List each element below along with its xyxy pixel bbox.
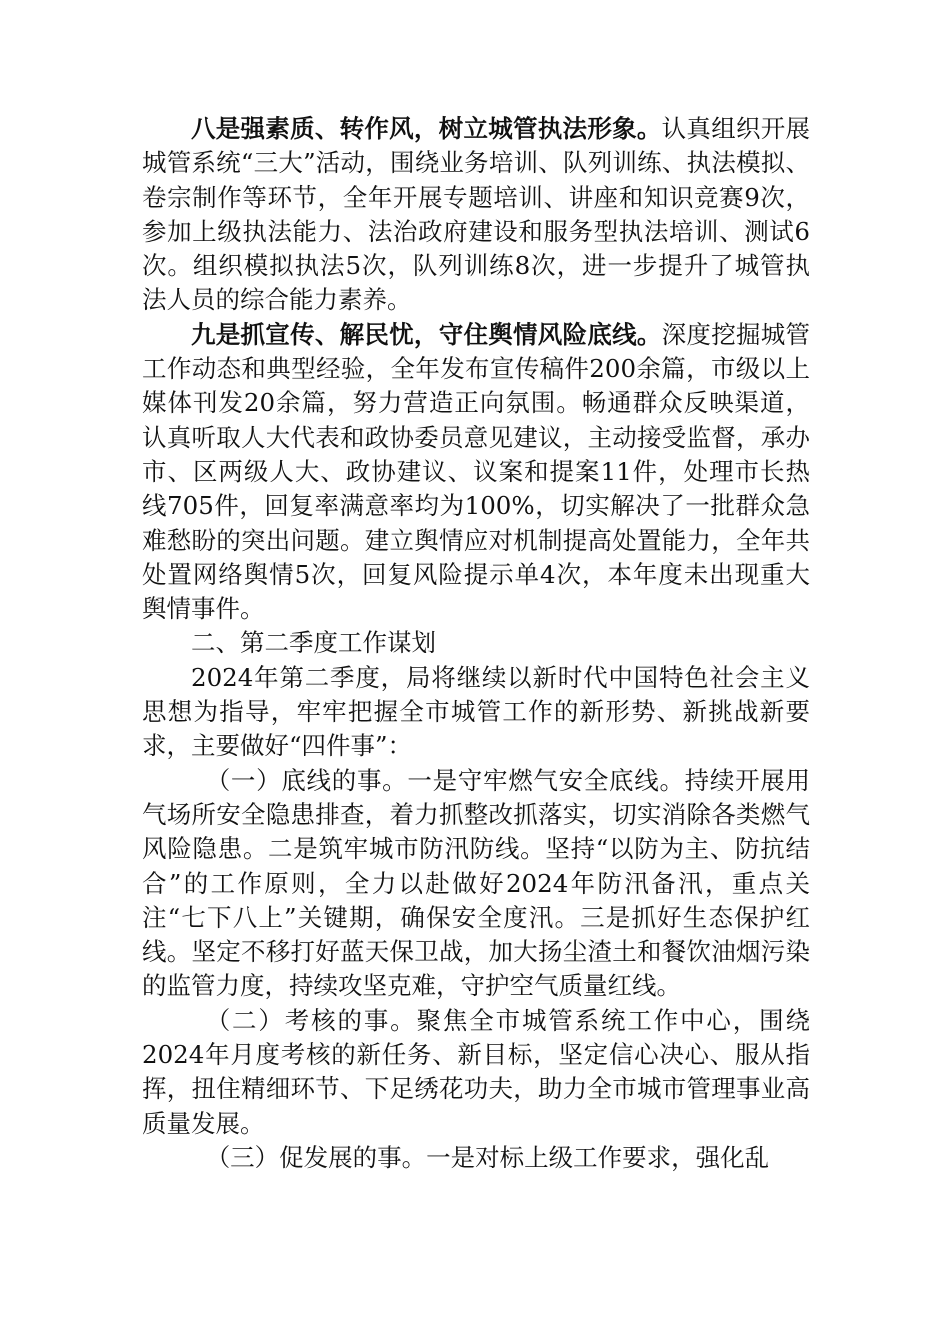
section-two-heading: 二、第二季度工作谋划 [191,628,436,658]
paragraph-eight [142,112,810,318]
section-two-item-three: （三）促发展的事。一是对标上级工作要求，强化乱 [205,1142,770,1172]
section-two-item-one: （一）底线的事。一是守牢燃气安全底线。持续开展用气场所安全隐患排查，着力抓整改抓落实，切实消除各类燃气风险隐患。二是筑牢城市防汛防线。坚持“以防为主、防抗结合”的工作原则，全力以赴做好2024年防汛备汛，重点关注“七下八上”关键期，确保安全度汛。三是抓好生态保护红线。坚定不移打好蓝天保卫战，加大扬尘渣土和餐饮油烟污染的监管力度，持续攻坚克难，守护空气质量红线。 [142,765,810,1001]
section-two-intro: 2024年第二季度，局将继续以新时代中国特色社会主义思想为指导，牢牢把握全市城管工作的新形势、新挑战新要求，主要做好“四件事”： [142,662,810,761]
paragraph-eight-lead: 八是强素质、转作风，树立城管执法形象。 [191,114,662,143]
section-two-item-two: （二）考核的事。聚焦全市城管系统工作中心，围绕2024年月度考核的新任务、新目标，坚定信心决心、服从指挥，扭住精细环节、下足绣花功夫，助力全市城市管理事业高质量发展。 [142,1005,810,1138]
paragraph-nine [142,318,810,627]
paragraph-nine-lead: 九是抓宣传、解民忧，守住舆情风险底线。 [191,319,662,349]
paragraph-nine-body: 深度挖掘城管工作动态和典型经验，全年发布宣传稿件200余篇，市级以上媒体刊发20余篇，努力营造正向氛围。畅通群众反映渠道，认真听取人大代表和政协委员意见建议，主动接受监督，承办市、区两级人大、政协建议、议案和提案11件，处理市长热线705件，回复率满意率均为100%，切实解决了一批群众急难愁盼的突出问题。建立舆情应对机制提高处置能力，全年共处置网络舆情5次，回复风险提示单4次，本年度未出现重大舆情事件。 [142,319,811,624]
paragraph-eight-body: 认真组织开展城管系统“三大”活动，围绕业务培训、队列训练、执法模拟、卷宗制作等环节，全年开展专题培训、讲座和知识竞赛9次，参加上级执法能力、法治政府建设和服务型执法培训、测试6次。组织模拟执法5次，队列训练8次，进一步提升了城管执法人员的综合能力素养。 [142,114,811,315]
